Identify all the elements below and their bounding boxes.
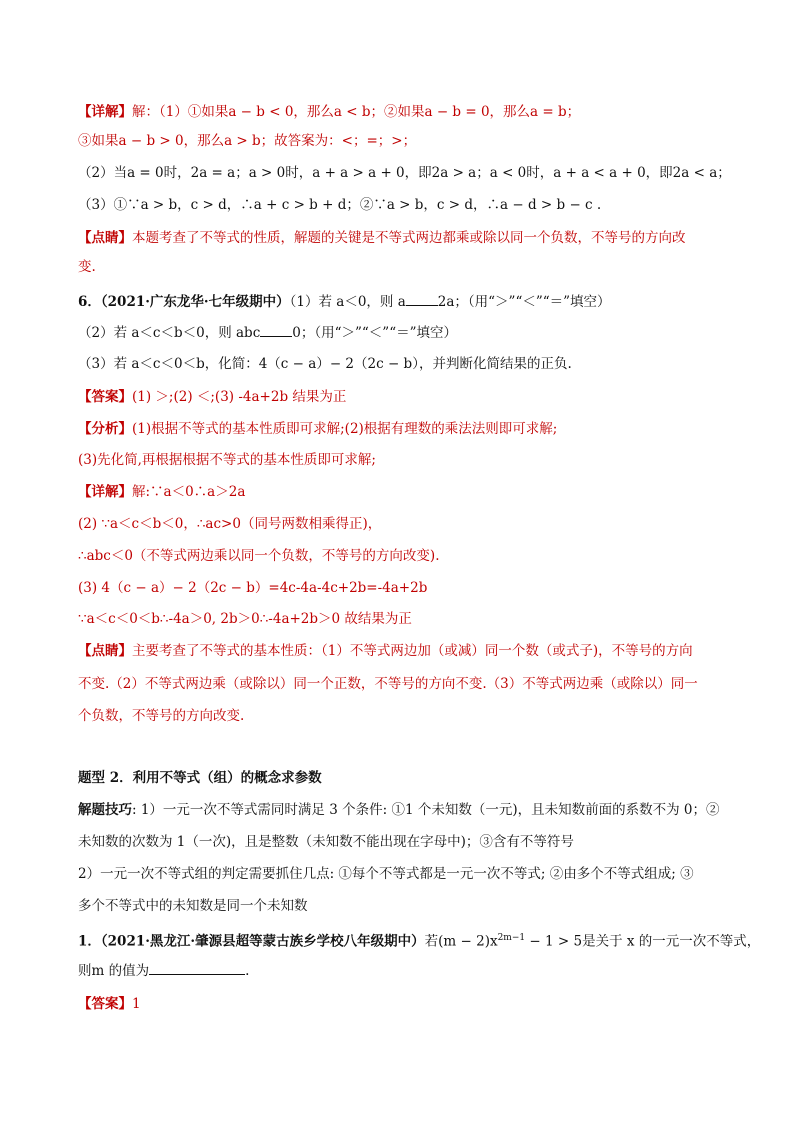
detail-text: 解：（1）①如果a − b < 0，那么a < b；②如果a − b = 0，那么a = b； bbox=[132, 104, 581, 120]
point-text: 主要考查了不等式的基本性质：（1）不等式两边加（或减）同一个数（或式子)，不等号的方向 bbox=[132, 643, 693, 659]
question-text-a: 则m 的值为 bbox=[78, 963, 150, 979]
detail6-line-4: (3) 4（c − a）− 2（2c − b）=4c-4a-4c+2b=-4a+2b bbox=[78, 580, 428, 596]
point-line-1 bbox=[78, 228, 724, 248]
answer-line bbox=[78, 387, 724, 407]
tip-text: : 1）一元一次不等式需同时满足 3 个条件: ①1 个未知数（一元)，且未知数前面的系数不为 0；② bbox=[132, 802, 720, 818]
question-text-b: 0；（用“＞”“＜”“＝”填空） bbox=[292, 325, 458, 341]
detail-tag: 【详解】 bbox=[78, 484, 132, 500]
detail6-line-1 bbox=[78, 482, 724, 502]
analysis-tag: 【分析】 bbox=[78, 421, 132, 437]
analysis-line-1 bbox=[78, 419, 724, 439]
analysis-text: (1)根据不等式的基本性质即可求解;(2)根据有理数的乘法法则即可求解; bbox=[132, 421, 558, 437]
answer-tag: 【答案】 bbox=[78, 389, 132, 405]
analysis-line-2: (3)先化简,再根据根据不等式的基本性质即可求解; bbox=[78, 452, 376, 468]
question-1-line-2 bbox=[78, 960, 724, 981]
question-text-b: − 1 > 5是关于 x 的一元一次不等式， bbox=[525, 933, 761, 950]
point6-line-3: 个负数，不等号的方向改变. bbox=[78, 708, 245, 724]
point6-line-1 bbox=[78, 641, 724, 661]
exponent: 2m−1 bbox=[497, 933, 526, 943]
point-text: 本题考查了不等式的性质，解题的关键是不等式两边都乘或除以同一个负数，不等号的方向改 bbox=[132, 230, 686, 246]
tip-line-1 bbox=[78, 800, 724, 820]
detail-line-2: ③如果a − b > 0，那么a > b；故答案为：<；=；>； bbox=[78, 133, 417, 149]
question-6-line-1 bbox=[78, 291, 724, 312]
detail6-line-2: (2) ∵a＜c＜b＜0，∴ac>0（同号两数相乘得正)， bbox=[78, 516, 382, 532]
tip-label: 解题技巧 bbox=[78, 802, 132, 818]
answer-text: 1 bbox=[132, 996, 141, 1012]
point-tag: 【点睛】 bbox=[78, 643, 132, 659]
question-6-line-2 bbox=[78, 322, 724, 343]
question-number: 6． bbox=[78, 294, 101, 310]
detail-text: 解:∵a＜0∴a＞2a bbox=[132, 484, 246, 500]
question-1-line-1 bbox=[78, 928, 761, 952]
question-text-b: . bbox=[245, 963, 250, 979]
question-number: 1． bbox=[78, 933, 101, 950]
detail6-line-5: ∵a＜c＜0＜b∴-4a＞0, 2b＞0∴-4a+2b＞0 故结果为正 bbox=[78, 611, 412, 627]
point-tag: 【点睛】 bbox=[78, 230, 132, 246]
point-line-2: 变. bbox=[78, 259, 96, 275]
answer-blank bbox=[260, 322, 292, 337]
question-text-a: （2）若 a＜c＜b＜0，则 abc bbox=[78, 325, 261, 341]
question-6-line-3: （3）若 a＜c＜0＜b，化简：4（c − a）− 2（2c − b），并判断化简结果的正负. bbox=[78, 356, 572, 372]
tip-line-4: 多个不等式中的未知数是同一个未知数 bbox=[78, 898, 308, 914]
answer-tag: 【答案】 bbox=[78, 996, 132, 1012]
tip-line-2: 未知数的次数为 1（一次)，且是整数（未知数不能出现在字母中)；③含有不等符号 bbox=[78, 834, 574, 850]
answer-blank bbox=[406, 291, 438, 306]
detail-line-1 bbox=[78, 102, 724, 122]
answer1-line bbox=[78, 994, 724, 1014]
detail-line-4: （3）①∵a > b，c > d，∴a + c > b + d；②∵a > b，c > d，∴a − d > b − c . bbox=[78, 197, 602, 213]
question-source: （2021·黑龙江·肇源县超等蒙古族乡学校八年级期中） bbox=[100, 933, 425, 950]
question-text-a: （1）若 a＜0，则 a bbox=[289, 294, 406, 310]
point6-line-2: 不变.（2）不等式两边乘（或除以）同一个正数，不等号的方向不变.（3）不等式两边乘（或除以）同一 bbox=[78, 676, 698, 692]
answer-text: (1) ＞;(2) ＜;(3) -4a+2b 结果为正 bbox=[132, 389, 347, 405]
section-title: 题型 2．利用不等式（组）的概念求参数 bbox=[78, 770, 322, 786]
question-text-b: 2a；（用“＞”“＜”“＝”填空） bbox=[437, 294, 611, 310]
detail-tag: 【详解】 bbox=[78, 104, 132, 120]
answer-blank bbox=[149, 960, 245, 975]
detail6-line-3: ∴abc＜0（不等式两边乘以同一个负数，不等号的方向改变). bbox=[78, 548, 440, 564]
tip-line-3: 2）一元一次不等式组的判定需要抓住几点: ①每个不等式都是一元一次不等式; ②由多个不等式组成; ③ bbox=[78, 866, 694, 882]
question-text-a: 若(m − 2)x bbox=[424, 933, 498, 950]
question-source: （2021·广东龙华·七年级期中） bbox=[100, 294, 290, 310]
detail-line-3: （2）当a = 0时，2a = a；a > 0时，a + a > a + 0，即2a > a；a < 0时，a + a < a + 0，即2a < a； bbox=[78, 165, 731, 181]
